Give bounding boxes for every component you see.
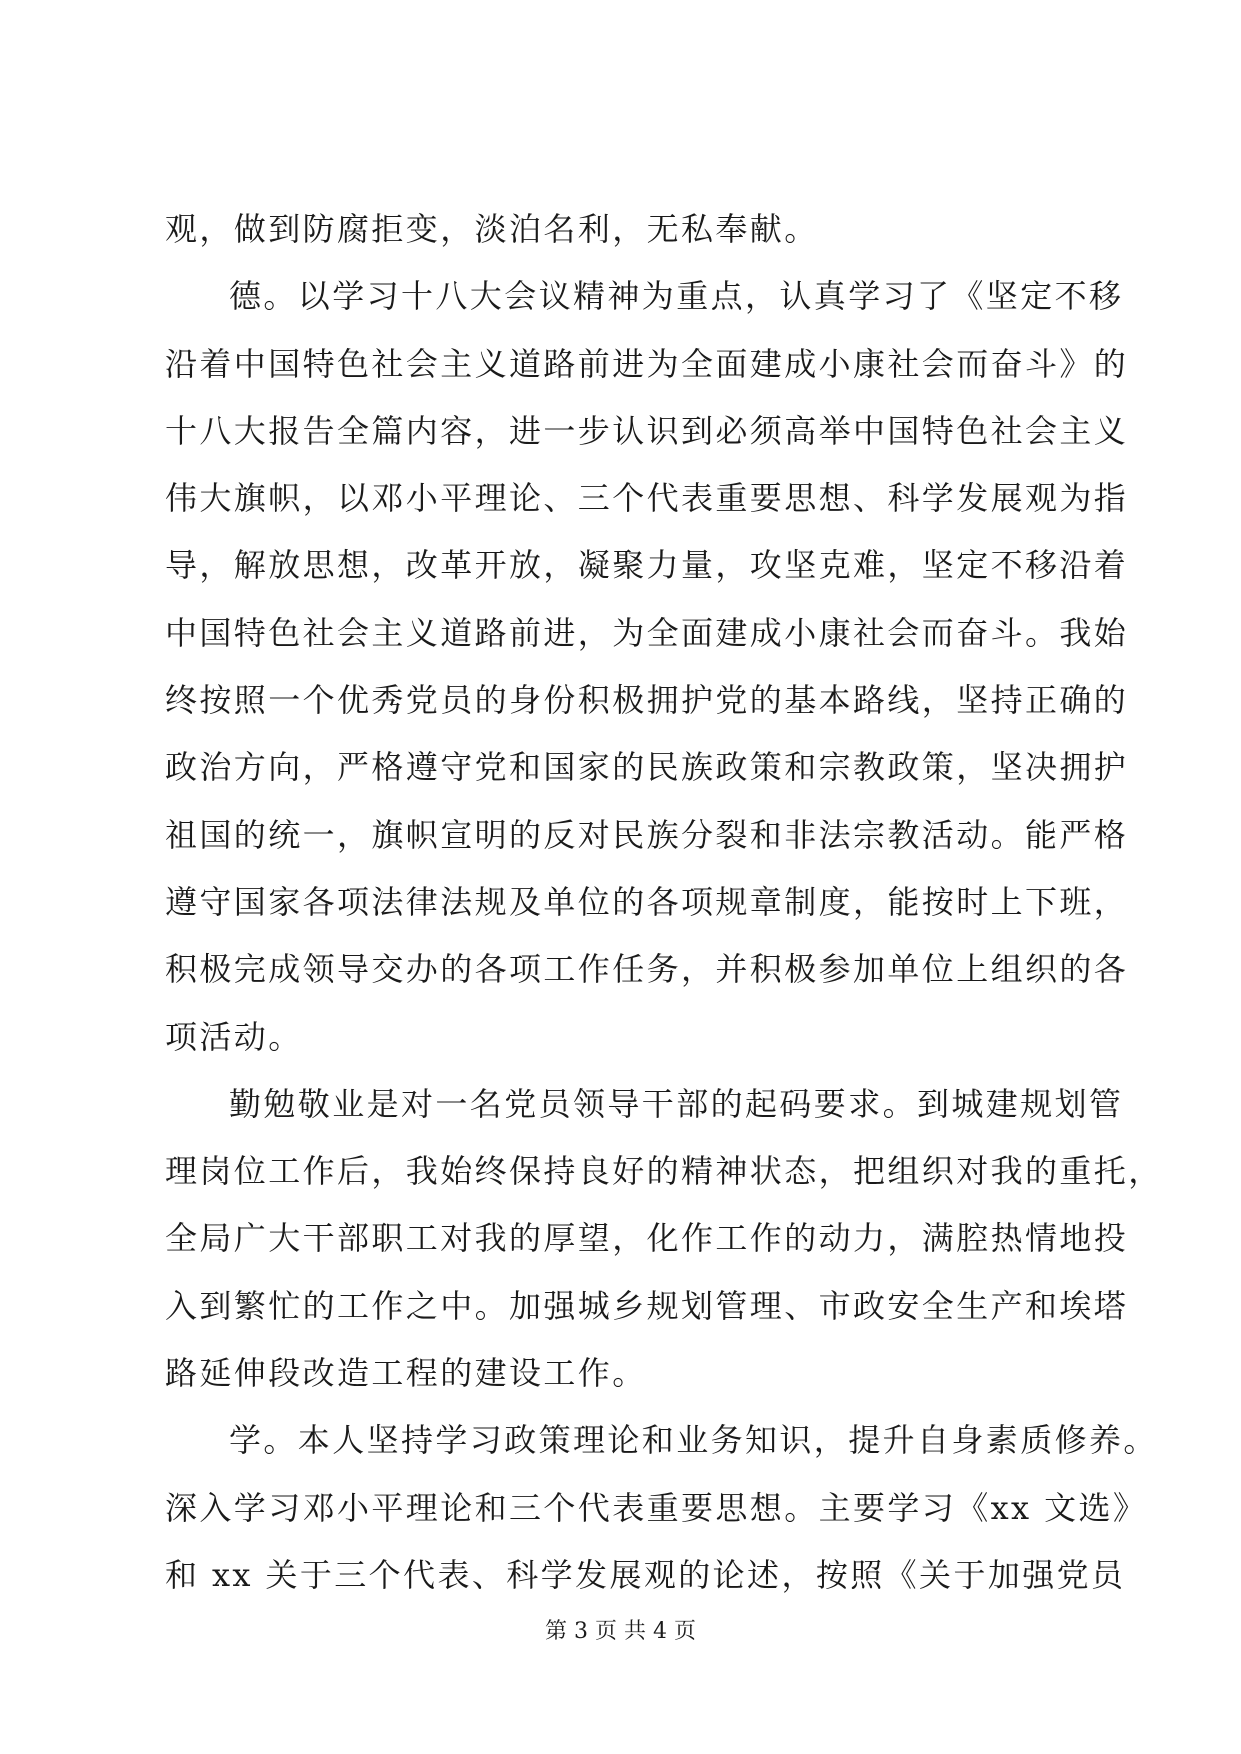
text-line: 理岗位工作后，我始终保持良好的精神状态，把组织对我的重托，: [165, 1152, 1163, 1191]
text-line: 遵守国家各项法律法规及单位的各项规章制度，能按时上下班，: [165, 882, 1129, 921]
text-line: 学。本人坚持学习政策理论和业务知识，提升自身素质修养。: [229, 1421, 1158, 1460]
text-line: 观，做到防腐拒变，淡泊名利，无私奉献。: [165, 210, 819, 248]
text-line: 十八大报告全篇内容，进一步认识到必须高举中国特色社会主义: [165, 411, 1129, 450]
text-line: 入到繁忙的工作之中。加强城乡规划管理、市政安全生产和埃塔: [165, 1286, 1129, 1325]
text-line: 路延伸段改造工程的建设工作。: [165, 1354, 647, 1393]
text-line: 伟大旗帜，以邓小平理论、三个代表重要思想、科学发展观为指: [165, 479, 1129, 518]
text-line: 德。以学习十八大会议精神为重点，认真学习了《坚定不移: [229, 277, 1124, 316]
text-line: 全局广大干部职工对我的厚望，化作工作的动力，满腔热情地投: [165, 1219, 1129, 1258]
page-footer: 第 3 页 共 4 页: [545, 1619, 696, 1644]
text-line: 导，解放思想，改革开放，凝聚力量，攻坚克难，坚定不移沿着: [165, 546, 1129, 585]
text-line: 和 xx 关于三个代表、科学发展观的论述，按照《关于加强党员: [165, 1555, 1126, 1594]
text-line: 祖国的统一，旗帜宣明的反对民族分裂和非法宗教活动。能严格: [165, 815, 1129, 854]
text-line: 积极完成领导交办的各项工作任务，并积极参加单位上组织的各: [165, 950, 1129, 989]
document-body: [165, 196, 1163, 1609]
text-line: 沿着中国特色社会主义道路前进为全面建成小康社会而奋斗》的: [165, 344, 1129, 383]
text-line: 深入学习邓小平理论和三个代表重要思想。主要学习《xx 文选》: [165, 1488, 1148, 1527]
text-line: 勤勉敬业是对一名党员领导干部的起码要求。到城建规划管: [229, 1084, 1124, 1123]
text-line: 项活动。: [165, 1017, 303, 1056]
text-line: 政治方向，严格遵守党和国家的民族政策和宗教政策，坚决拥护: [165, 748, 1129, 787]
text-line: 中国特色社会主义道路前进，为全面建成小康社会而奋斗。我始: [165, 613, 1129, 652]
text-line: 终按照一个优秀党员的身份积极拥护党的基本路线，坚持正确的: [165, 681, 1129, 720]
